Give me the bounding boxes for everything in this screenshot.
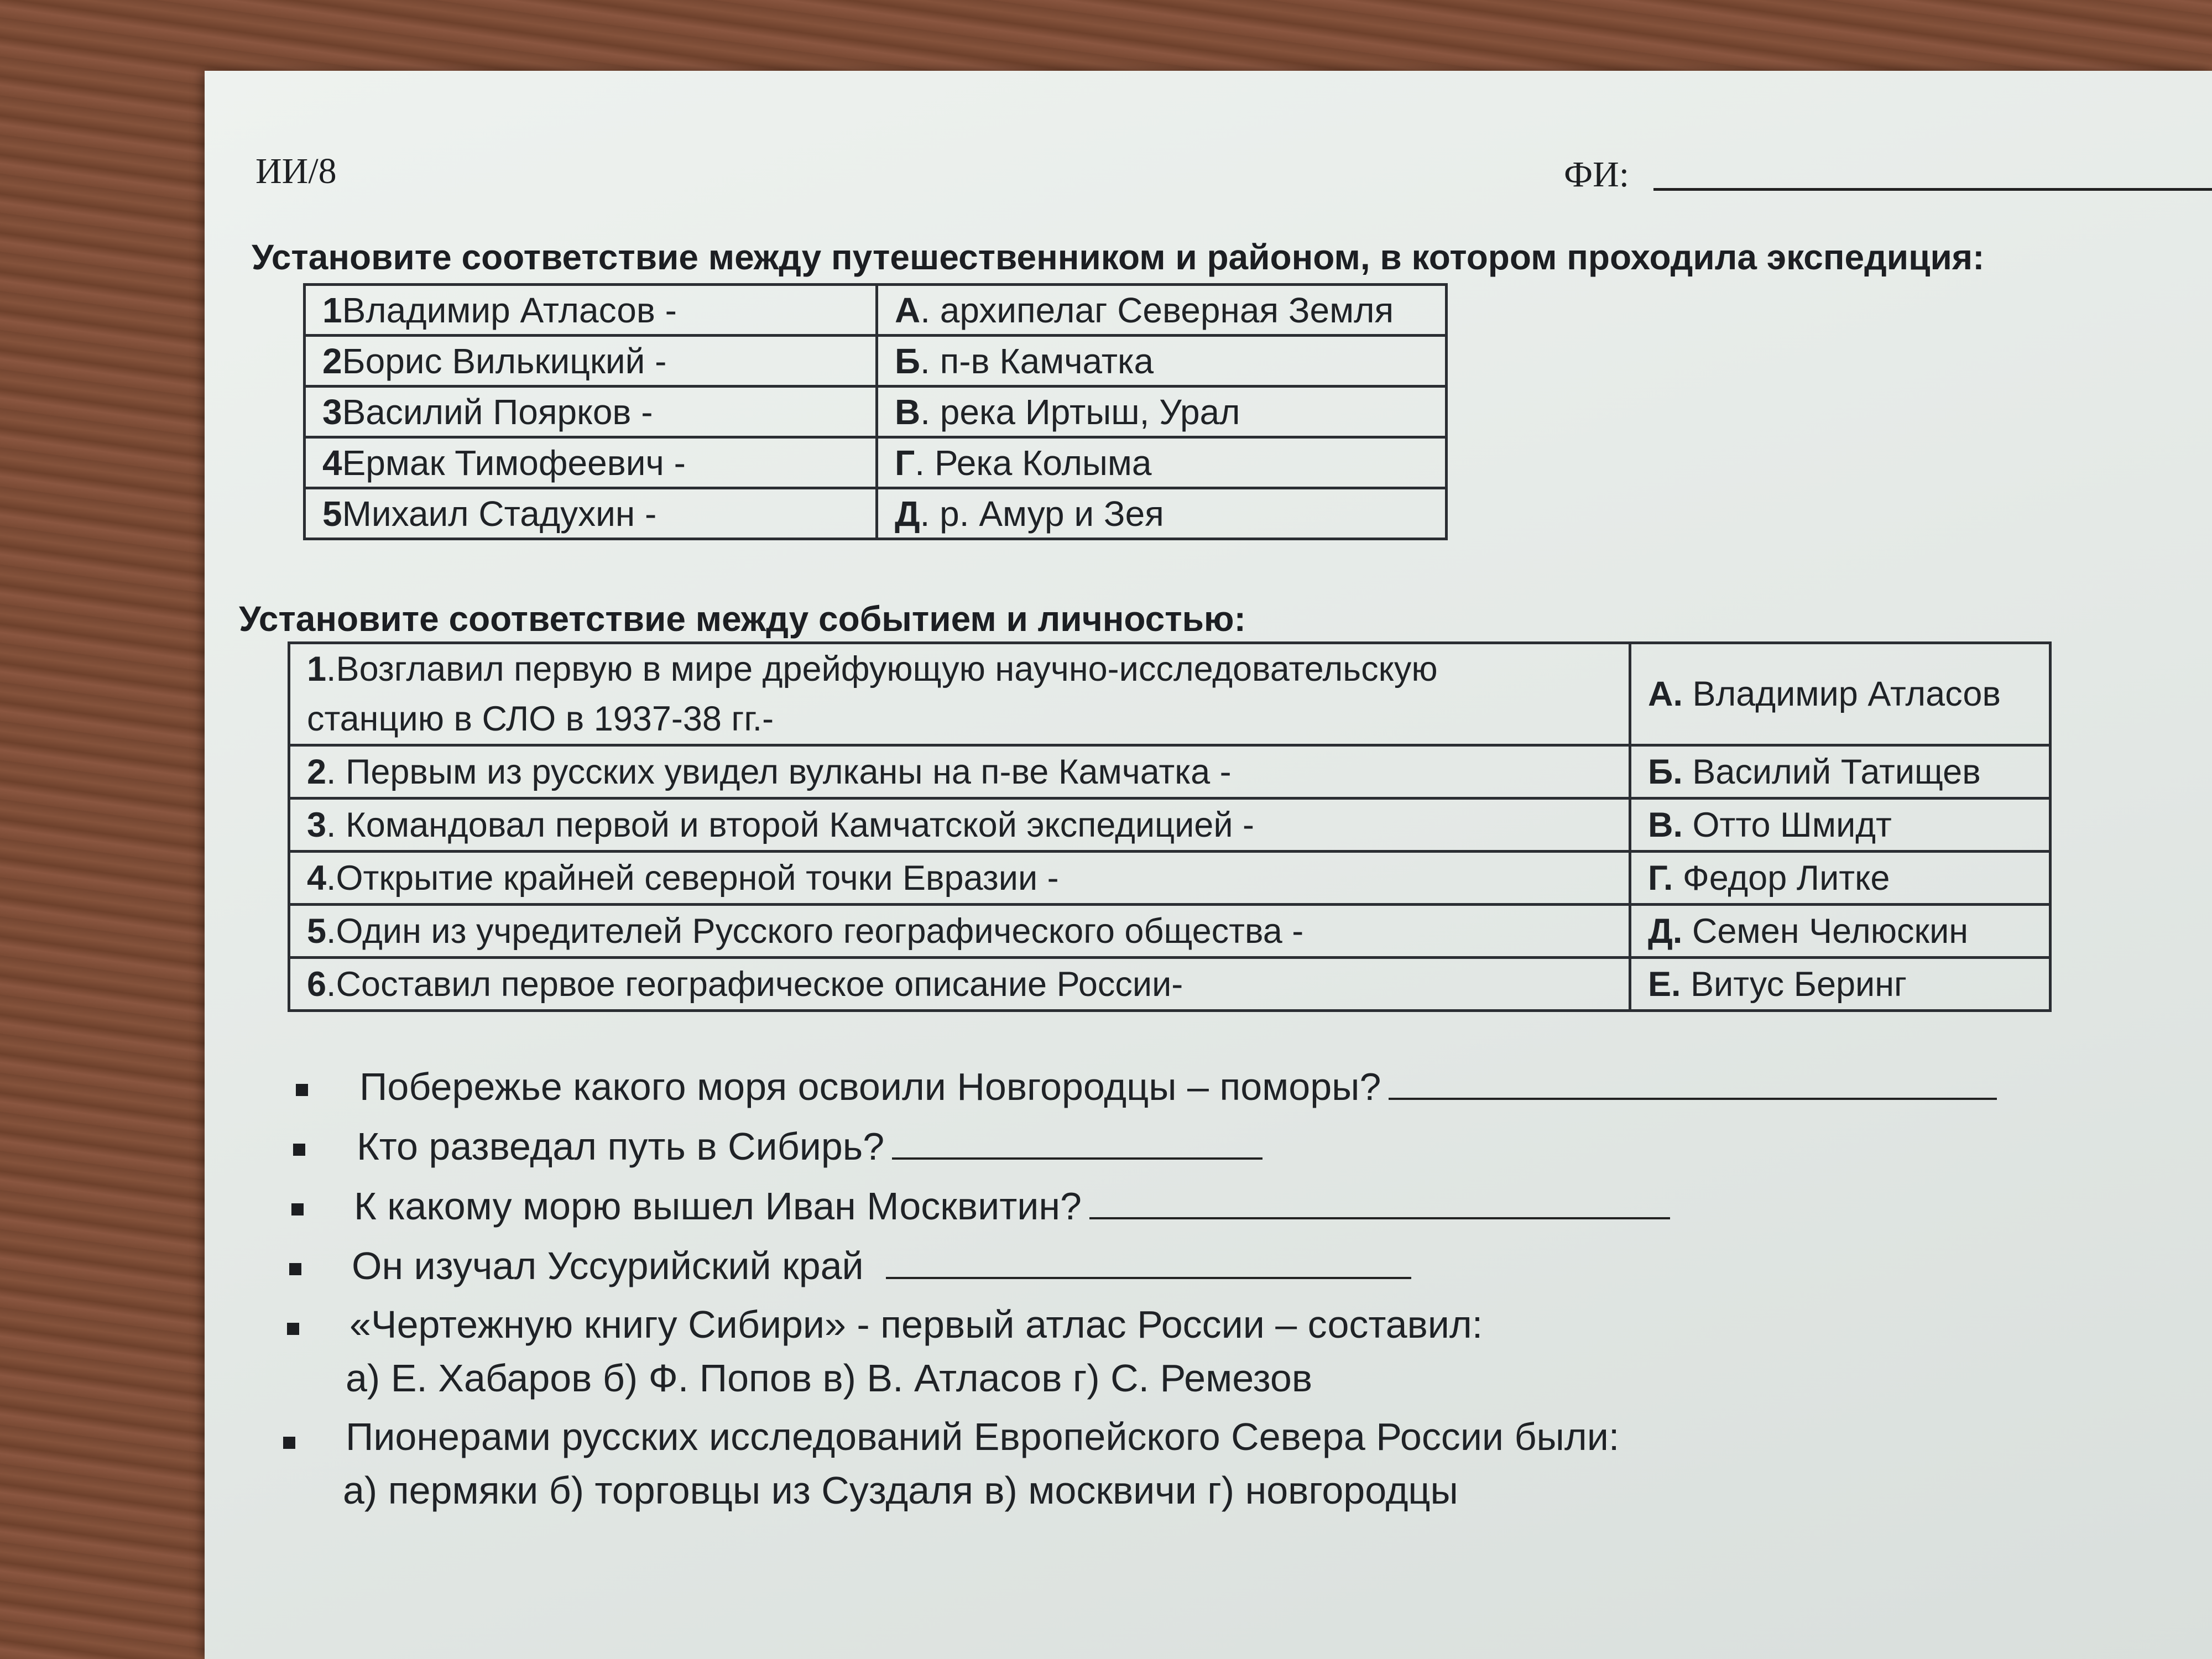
name-field[interactable] <box>1653 188 2212 191</box>
question-3: К какому морю вышел Иван Москвитин? <box>354 1184 1670 1228</box>
question-5-options: а) Е. Хабаров б) Ф. Попов в) В. Атласов г) С. Ремезов <box>346 1357 1313 1400</box>
table-row: 1Владимир Атласов - А. архипелаг Северная Земля <box>305 285 1447 336</box>
table-row: 3. Командовал первой и второй Камчатской экспедицией - В. Отто Шмидт <box>289 799 2051 852</box>
task1-title: Установите соответствие между путешественником и районом, в котором проходила экспедиция: <box>252 237 1985 277</box>
table-row: 4.Открытие крайней северной точки Евразии - Г. Федор Литке <box>289 852 2051 905</box>
bullet-icon <box>291 1203 304 1215</box>
name-label: ФИ: <box>1564 154 1630 195</box>
question-1: Побережье какого моря освоили Новгородцы – поморы? <box>359 1065 1997 1109</box>
answer-blank-2[interactable] <box>892 1157 1262 1160</box>
task2-title: Установите соответствие между событием и личностью: <box>239 599 1246 639</box>
answer-blank-1[interactable] <box>1389 1098 1997 1100</box>
table-row: 4Ермак Тимофеевич - Г. Река Колыма <box>305 437 1447 488</box>
table-row: 1.Возглавил первую в мире дрейфующую научно-исследовательскую станцию в СЛО в 1937-38 гг.- А. Владимир Атласов <box>289 643 2051 745</box>
question-6-options: а) пермяки б) торговцы из Суздаля в) москвичи г) новгородцы <box>343 1469 1458 1512</box>
bullet-icon <box>287 1323 299 1335</box>
bullet-icon <box>293 1144 305 1156</box>
bullet-icon <box>289 1263 301 1275</box>
task2-table <box>288 641 2052 1012</box>
table-row: 3Василий Поярков - В. река Иртыш, Урал <box>305 387 1447 437</box>
class-code: ИИ/8 <box>255 151 337 191</box>
answer-blank-4[interactable] <box>886 1277 1411 1279</box>
question-4: Он изучал Уссурийский край <box>352 1244 1411 1288</box>
question-5: «Чертежную книгу Сибири» - первый атлас России – составил: <box>349 1303 1483 1346</box>
table-row: 6.Составил первое географическое описание России- Е. Витус Беринг <box>289 958 2051 1011</box>
answer-blank-3[interactable] <box>1089 1217 1670 1219</box>
bullet-icon <box>283 1437 295 1449</box>
table-row: 2. Первым из русских увидел вулканы на п-ве Камчатка - Б. Василий Татищев <box>289 745 2051 799</box>
question-6: Пионерами русских исследований Европейского Севера России были: <box>346 1415 1620 1458</box>
table-row: 2Борис Вилькицкий - Б. п-в Камчатка <box>305 336 1447 387</box>
task1-table <box>303 283 1448 540</box>
question-2: Кто разведал путь в Сибирь? <box>357 1124 1262 1168</box>
table-row: 5.Один из учредителей Русского географического общества - Д. Семен Челюскин <box>289 905 2051 958</box>
table-row: 5Михаил Стадухин - Д. р. Амур и Зея <box>305 488 1447 539</box>
bullet-icon <box>296 1084 308 1096</box>
